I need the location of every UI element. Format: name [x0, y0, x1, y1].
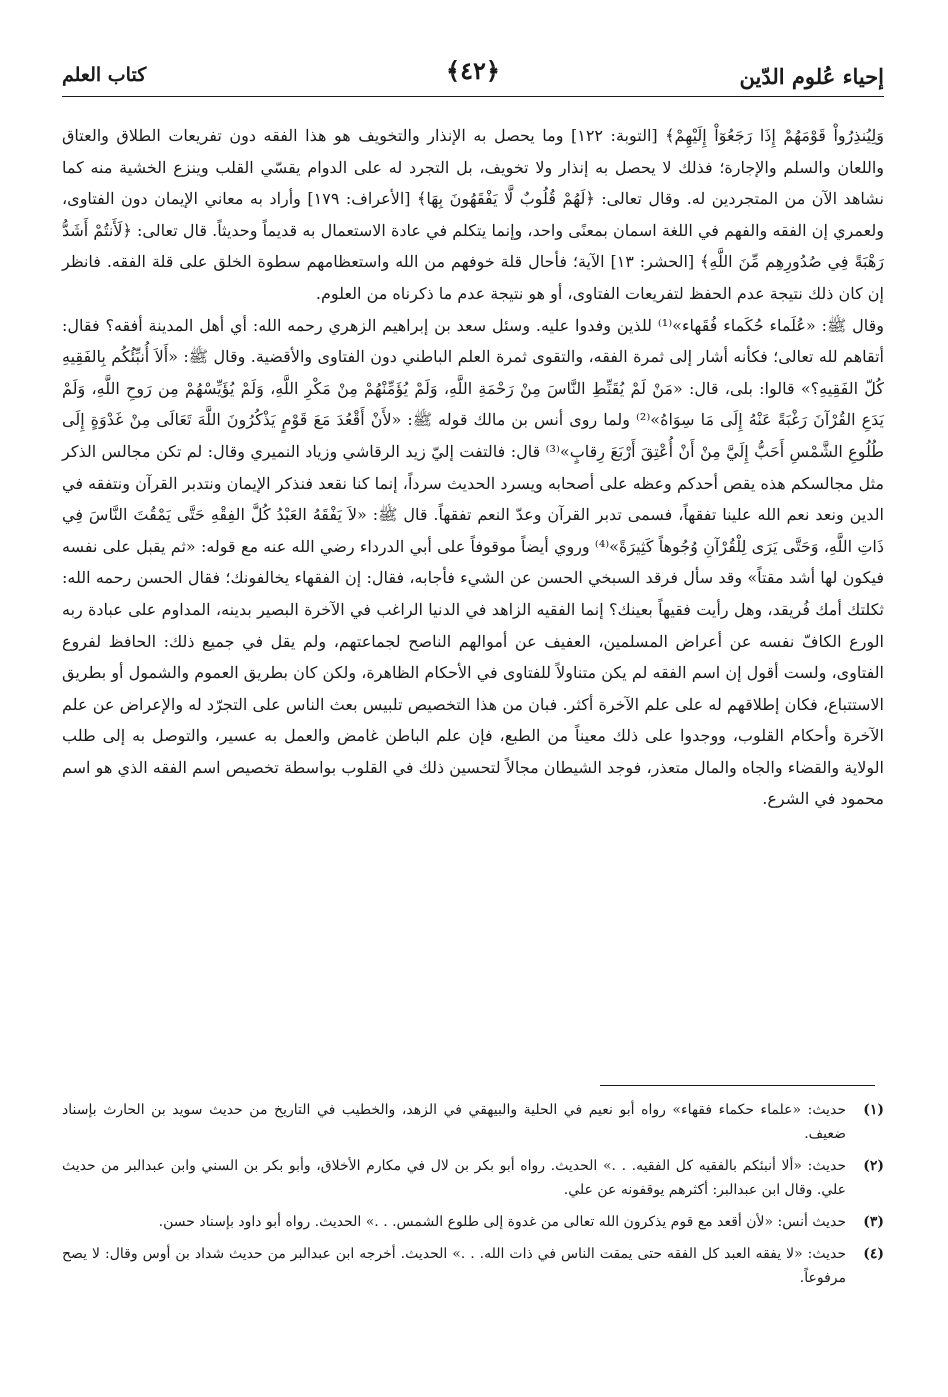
footnote-number: (٤) [863, 1246, 884, 1262]
main-text [62, 120, 884, 815]
footnote [62, 1210, 884, 1234]
header-divider [62, 96, 884, 97]
footnote [62, 1098, 884, 1146]
footnote-divider [600, 1085, 875, 1086]
footnote [62, 1242, 884, 1290]
paragraph: وَلِيُنذِرُواْ قَوْمَهُمْ إِذَا رَجَعُوٓاْ إِلَيْهِمْ﴾ [التوبة: ١٢٢] وما يحصل به الإنذار والتخويف هو هذا الفقه دون تفريعات الطلاق والعتاق واللعان والسلم والإجارة؛ فذلك لا يحصل به إنذار ولا تخويف، بل التجرد له على الدوام يقسّي القلب وينزع الخشية منه كما نشاهد الآن من المتجردين له. وقال تعالى: ﴿لَهُمْ قُلُوبٌ لَّا يَفْقَهُونَ بِهَا﴾ [الأعراف: ١٧٩] وأراد به معاني الإيمان دون الفتاوى، ولعمري إن الفقه والفهم في اللغة اسمان بمعنًى واحد، وإنما يتكلم في عادة الاستعمال به قديماً وحديثاً. قال تعالى: ﴿لَأَنتُمْ أَشَدُّ رَهْبَةً فِي صُدُورِهِم مِّنَ اللَّهِ﴾ [الحشر: ١٣] الآية؛ فأحال قلة خوفهم من الله واستعظامهم سطوة الخلق على قلة الفقه. فانظر إن كان ذلك نتيجة عدم الحفظ لتفريعات الفتاوى، أو هو نتيجة عدم ما ذكرناه من العلوم. [62, 126, 885, 303]
page-header [62, 56, 884, 102]
paragraph: وقال ﷺ: «عُلَماء حُكَماء فُقَهاء»⁽¹⁾ للذين وفدوا عليه. وسئل سعد بن إبراهيم الزهري رحمه الله: أي أهل المدينة أفقه؟ فقال: أتقاهم لله تعالى؛ فكأنه أشار إلى ثمرة الفقه، والتقوى ثمرة العلم الباطني دون الفتاوى والأقضية. وقال ﷺ: «أَلاَ أُنبِّئُكُم بِالفَقِيهِ كُلّ الفَقِيهِ؟» قالوا: بلى، قال: «مَنْ لَمْ يُقَنِّطِ النَّاسَ مِنْ رَحْمَةِ اللَّهِ، وَلَمْ يُؤَمِّنْهُمْ مِنْ مَكْرِ اللَّهِ، وَلَمْ يُؤَيِّسْهُمْ مِن رَوحِ اللَّهِ، وَلَمْ يَدَعِ القُرْآنَ رَغْبَةً عَنْهُ إِلَى مَا سِوَاهُ»⁽²⁾ ولما روى أنس بن مالك قوله ﷺ: «لأَنْ أَقْعُدَ مَعَ قَوْمٍ يَذْكُرُونَ اللَّهَ تَعَالَى مِنْ غَدْوَةٍ إِلَى طُلُوعِ الشَّمْسِ أَحَبُّ إِلَيَّ مِنْ أَنْ أُعْتِقَ أَرْبَعَ رِقابٍ»⁽³⁾ قال: فالتفت إليّ زيد الرقاشي وزياد النميري وقال: لم تكن مجالس الذكر مثل مجالسكم هذه يقص أحدكم وعظه على أصحابه ويسرد الحديث سرداً، إنما كنا نقعد فنذكر الإيمان ونتدبر القرآن ونتفقه في الدين ونعد نعم الله علينا تفقهاً، فسمى تدبر القرآن وعدّ النعم تفقهاً. قال ﷺ: «لاَ يَفْقَهُ العَبْدُ كُلَّ الفِقْهِ حَتَّى يَمْقُتَ النَّاسَ فِي ذَاتِ اللَّهِ، وَحَتَّى يَرَى لِلْقُرْآنِ وُجُوهاً كَثِيرَةً»⁽⁴⁾ وروي أيضاً موقوفاً على أبي الدرداء رضي الله عنه مع قوله: «ثم يقبل على نفسه فيكون لها أشد مقتاً» وقد سأل فرقد السبخي الحسن عن الشيء فأجابه، فقال: إن الفقهاء يخالفونك؛ فقال الحسن رحمه الله: ثكلتك أمك فُريقد، وهل رأيت فقيهاً بعينك؟ إنما الفقيه الزاهد في الدنيا الراغب في الآخرة البصير بدينه، المداوم على عبادة ربه الورع الكافّ نفسه عن أعراض المسلمين، العفيف عن أموالهم الناصح لجماعتهم، ولم يقل في جميع ذلك: الحافظ لفروع الفتاوى، ولست أقول إن اسم الفقه لم يكن متناولاً للفتاوى في الأحكام الظاهرة، ولكن كان بطريق العموم والشمول أو بطريق الاستتباع، فكان إطلاقهم له على علم الآخرة أكثر. فبان من هذا التخصيص تلبيس بعث الناس على التجرّد له والإعراض عن علم الآخرة وأحكام القلوب، ووجدوا على ذلك معيناً من الطبع، فإن علم الباطن غامض والعمل به عسير، والتوصل به إلى طلب الولاية والقضاء والجاه والمال متعذر، فوجد الشيطان مجالاً لتحسين ذلك في القلوب بواسطة تخصيص اسم الفقه الذي هو اسم محمود في الشرع. [62, 315, 885, 809]
footnote-number: (١) [863, 1102, 884, 1118]
footnote-text: حديث: «علماء حكماء فقهاء» رواه أبو نعيم في الحلية والبيهقي في الزهد، والخطيب في التاريخ من حديث سويد بن الحارث بإسناد ضعيف. [62, 1102, 846, 1142]
footnote-number: (٢) [863, 1158, 884, 1174]
footnotes [62, 1098, 884, 1298]
footnote-number: (٣) [863, 1214, 884, 1230]
footnote-text: حديث: «ألا أنبئكم بالفقيه كل الفقيه. . .» الحديث. رواه أبو بكر بن لال في مكارم الأخلاق، وأبو بكر بن السني وابن عبدالبر من حديث علي. وقال ابن عبدالبر: أكثرهم يوقفونه عن علي. [62, 1158, 846, 1198]
book-title: إحياء عُلوم الدّين [739, 64, 884, 89]
footnote-text: حديث أنس: «لأن أقعد مع قوم يذكرون الله تعالى من غدوة إلى طلوع الشمس. . .» الحديث. رواه أبو داود بإسناد حسن. [158, 1214, 846, 1230]
chapter-title: كتاب العلم [62, 64, 147, 86]
footnote-text: حديث: «لا يفقه العبد كل الفقه حتى يمقت الناس في ذات الله. . .» الحديث. أخرجه ابن عبدالبر من حديث شداد بن أوس وقال: لا يصح مرفوعاً. [62, 1246, 846, 1286]
page-number: ﴿٤٢﴾ [446, 56, 500, 85]
footnote [62, 1154, 884, 1202]
